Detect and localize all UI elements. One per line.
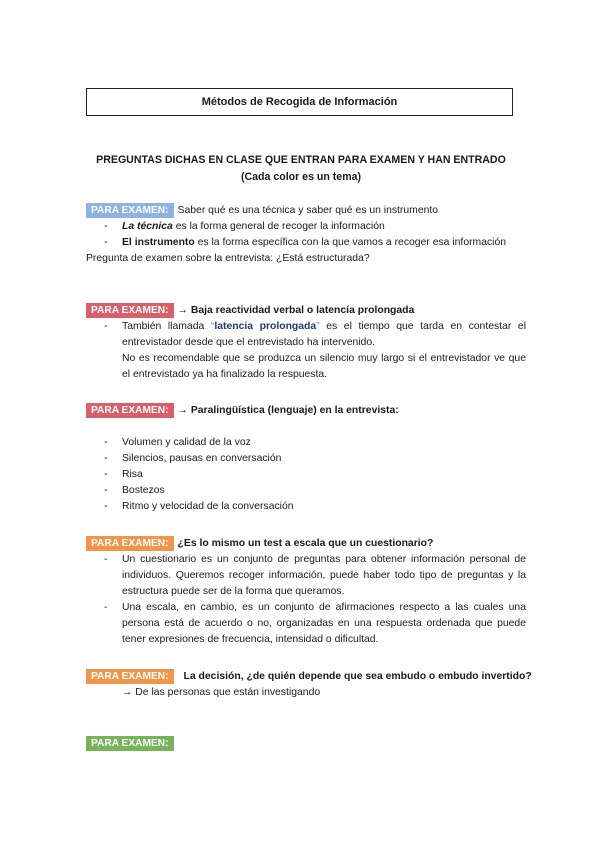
list-item: - Ritmo y velocidad de la conversación — [86, 499, 526, 515]
arrow: → — [177, 405, 188, 416]
section-embudo — [86, 669, 532, 701]
section-paralinguistica — [86, 403, 526, 515]
section-green — [86, 736, 526, 752]
section-title: Paralingüística (lenguaje) en la entrevista: — [190, 405, 399, 416]
list-item: - Risa — [86, 467, 526, 483]
list-item: - También llamada “latencia prolongada” es el tiempo que tarda en contestar el entrevistador desde que el entrevistado ha intervenido. — [86, 319, 526, 351]
document-title: Métodos de Recogida de Información — [86, 88, 513, 116]
section-text: Saber qué es una técnica y saber qué es un instrumento — [177, 205, 439, 216]
exam-tag: PARA EXAMEN: — [86, 536, 174, 551]
section-tecnica-instrumento — [86, 203, 526, 267]
exam-tag: PARA EXAMEN: — [86, 736, 174, 751]
section-latencia — [86, 303, 526, 383]
list-item: - La técnica es la forma general de recoger la información — [86, 219, 526, 235]
list-item: - Silencios, pausas en conversación — [86, 451, 526, 467]
list-item: - Volumen y calidad de la voz — [86, 435, 526, 451]
answer: → De las personas que están investigando — [122, 687, 321, 698]
list-item: - Bostezos — [86, 483, 526, 499]
section-title: Baja reactividad verbal o latencía prolongada — [190, 305, 415, 316]
list-item: - Una escala, en cambio, es un conjunto de afirmaciones respecto a las cuales una persona está de acuerdo o no, organizadas en una respuesta ordenada que puede tener expresiones de frecuencia, intensidad o dificultad. — [86, 600, 526, 648]
exam-tag: PARA EXAMEN: — [86, 403, 174, 418]
paragraph: No es recomendable que se produzca un silencio muy largo si el entrevistador ve que el entrevistado ya ha finalizado la respuesta. — [122, 353, 526, 380]
section-title: ¿Es lo mismo un test a escala que un cuestionario? — [177, 538, 434, 549]
exam-tag: PARA EXAMEN: — [86, 303, 174, 318]
list-item: - El instrumento es la forma específica con la que vamos a recoger esa información — [86, 235, 526, 251]
exam-tag: PARA EXAMEN: — [86, 669, 174, 684]
section-title: La decisión, ¿de quién depende que sea embudo o embudo invertido? — [183, 671, 532, 682]
exam-tag: PARA EXAMEN: — [86, 203, 174, 218]
heading-line-2: (Cada color es un tema) — [240, 171, 362, 183]
section-test-cuestionario — [86, 536, 526, 648]
arrow: → — [177, 305, 188, 316]
heading-line-1: PREGUNTAS DICHAS EN CLASE QUE ENTRAN PARA EXAMEN Y HAN ENTRADO — [96, 154, 506, 166]
exam-note: Pregunta de examen sobre la entrevista: ¿Está estructurada? — [86, 253, 370, 264]
list-item: - Un cuestionario es un conjunto de preguntas para obtener información personal de individuos. Queremos recoger información, puede haber todo tipo de preguntas y la estructura puede ser de la forma que queramos. — [86, 552, 526, 600]
